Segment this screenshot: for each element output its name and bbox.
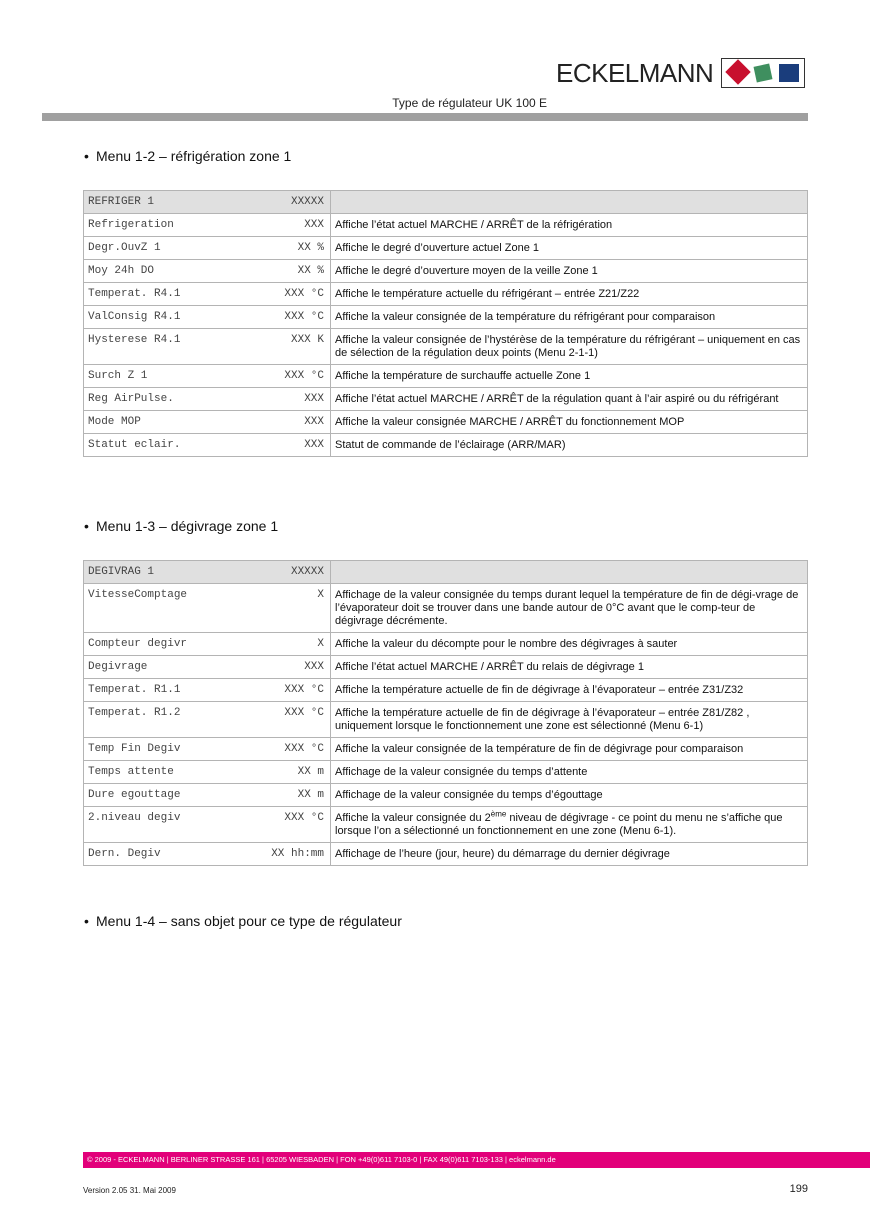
table-row: Compteur degivr X Affiche la valeur du décompte pour le nombre des dégivrages à sauter: [84, 633, 808, 656]
logo-squares-icon: [721, 58, 805, 88]
table-row: 2.niveau degiv XXX °C Affiche la valeur consignée du 2ème niveau de dégivrage - ce point du menu ne s’affiche que lorsque l’on a sélectionné un fonctionnement en une zone (Menu 6-1).: [84, 807, 808, 843]
document-subtitle: Type de régulateur UK 100 E: [392, 96, 547, 110]
table-row: Reg AirPulse. XXX Affiche l’état actuel MARCHE / ARRÊT de la régulation quant à l’air aspiré ou du réfrigérant: [84, 388, 808, 411]
menu-1-2-table: [83, 190, 808, 457]
version-date: Version 2.05 31. Mai 2009: [83, 1186, 176, 1195]
menu-code: DEGIVRAG 1: [88, 566, 155, 578]
brand-logo: [556, 56, 805, 90]
table-header-row: [84, 191, 808, 214]
table-header-row: [84, 561, 808, 584]
footer-contact-bar: [83, 1152, 870, 1168]
brand-name: ECKELMANN: [556, 57, 714, 88]
table-row: Degr.OuvZ 1 XX % Affiche le degré d’ouverture actuel Zone 1: [84, 237, 808, 260]
table-row: Hysterese R4.1 XXX K Affiche la valeur consignée de l’hystérèse de la température du réfrigérant – uniquement en cas de sélection de la régulation deux points (Menu 2-1-1): [84, 329, 808, 365]
page-number: 199: [789, 1183, 808, 1195]
menu-value: XXXXX: [290, 196, 324, 208]
section-heading-menu-1-2: • Menu 1-2 – réfrigération zone 1: [84, 148, 292, 164]
section-heading-menu-1-4: • Menu 1-4 – sans objet pour ce type de régulateur: [84, 913, 402, 929]
table-row: Statut eclair. XXX Statut de commande de l’éclairage (ARR/MAR): [84, 434, 808, 457]
menu-value: XXXXX: [290, 566, 324, 578]
table-row: Temp Fin Degiv XXX °C Affiche la valeur consignée de la température de fin de dégivrage pour comparaison: [84, 738, 808, 761]
table-row: Surch Z 1 XXX °C Affiche la température de surchauffe actuelle Zone 1: [84, 365, 808, 388]
footer-contact-text: © 2009 - ECKELMANN | BERLINER STRASSE 161 | 65205 WIESBADEN | FON +49(0)611 7103-0 | FAX 49(0)611 7103-133 | eckelmann.de: [87, 1155, 556, 1164]
table-row: Dern. Degiv XX hh:mm Affichage de l’heure (jour, heure) du démarrage du dernier dégivrage: [84, 843, 808, 866]
table-row: ValConsig R4.1 XXX °C Affiche la valeur consignée de la température du réfrigérant pour comparaison: [84, 306, 808, 329]
table-row: Degivrage XXX Affiche l’état actuel MARCHE / ARRÊT du relais de dégivrage 1: [84, 656, 808, 679]
table-row: Temperat. R4.1 XXX °C Affiche le température actuelle du réfrigérant – entrée Z21/Z22: [84, 283, 808, 306]
table-row: Dure egouttage XX m Affichage de la valeur consignée du temps d’égouttage: [84, 784, 808, 807]
table-row: Moy 24h DO XX % Affiche le degré d’ouverture moyen de la veille Zone 1: [84, 260, 808, 283]
section-heading-menu-1-3: • Menu 1-3 – dégivrage zone 1: [84, 518, 279, 534]
menu-1-3-table: [83, 560, 808, 866]
table-row: Temps attente XX m Affichage de la valeur consignée du temps d’attente: [84, 761, 808, 784]
table-row: Mode MOP XXX Affiche la valeur consignée MARCHE / ARRÊT du fonctionnement MOP: [84, 411, 808, 434]
table-row: Temperat. R1.2 XXX °C Affiche la température actuelle de fin de dégivrage à l’évaporateur – entrée Z81/Z82 , uniquement lorsque le fonctionnement une zone est sélectionné (Menu 6-1): [84, 702, 808, 738]
table-row: Temperat. R1.1 XXX °C Affiche la température actuelle de fin de dégivrage à l’évaporateur – entrée Z31/Z32: [84, 679, 808, 702]
table-row: VitesseComptage X Affichage de la valeur consignée du temps durant lequel la température de fin de dégi-vrage de l’évaporateur doit se trouver dans une bande autour de 0°C avant que le comp-teur de dégivrage décrémente.: [84, 584, 808, 633]
header-divider: [42, 113, 808, 121]
menu-code: REFRIGER 1: [88, 196, 155, 208]
table-row: Refrigeration XXX Affiche l’état actuel MARCHE / ARRÊT de la réfrigération: [84, 214, 808, 237]
